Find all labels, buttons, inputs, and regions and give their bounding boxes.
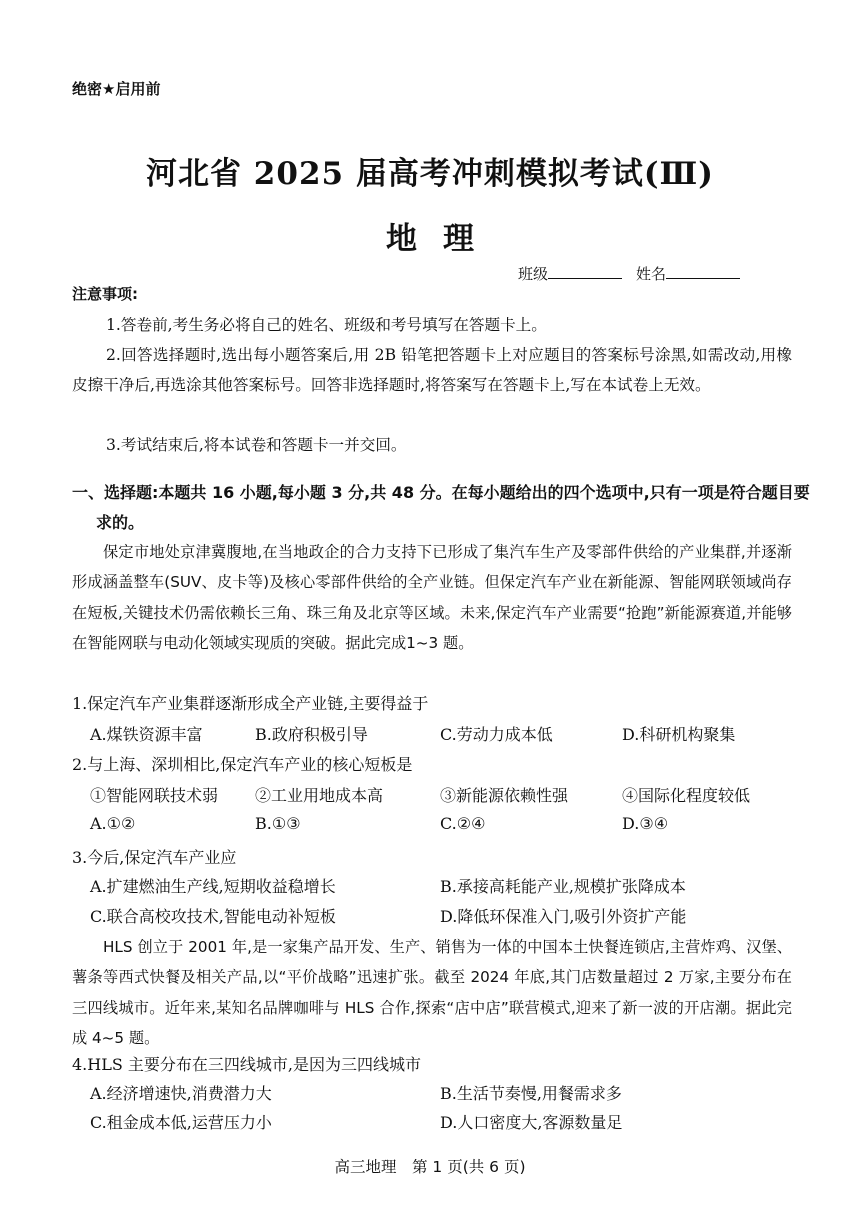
subject-title: 地理	[386, 221, 500, 257]
q4-option-d: D.人口密度大,客源数量足	[440, 1113, 623, 1132]
q2-statement-1: ①智能网联技术弱	[90, 786, 219, 805]
q3-option-a: A.扩建燃油生产线,短期收益稳增长	[90, 877, 336, 896]
q3-option-b: B.承接高耗能产业,规模扩张降成本	[440, 877, 686, 896]
q2-statement-2: ②工业用地成本高	[255, 786, 384, 805]
passage-2: HLS 创立于 2001 年,是一家集产品开发、生产、销售为一体的中国本土快餐连锁店,主营炸鸡、汉堡、薯条等西式快餐及相关产品,以“平价战略”迅速扩张。截至 2024 年底,其门店数量超过 2 万家,主要分布在三四线城市。近年来,某知名品牌咖啡与 HLS 合作,探索“店中店”联营模式,迎来了新一波的开店潮。据此完成 4~5 题。	[72, 938, 792, 1047]
question-1-stem: 1.保定汽车产业集群逐渐形成全产业链,主要得益于	[72, 694, 429, 713]
q1-option-b: B.政府积极引导	[255, 725, 368, 744]
student-info	[518, 263, 740, 284]
q2-option-b: B.①③	[255, 814, 301, 833]
exam-title: 河北省 2025 届高考冲刺模拟考试(Ⅲ)	[146, 156, 714, 192]
class-label: 班级	[518, 265, 549, 283]
q4-option-b: B.生活节奏慢,用餐需求多	[440, 1084, 622, 1103]
question-3-stem: 3.今后,保定汽车产业应	[72, 848, 237, 867]
q1-option-d: D.科研机构聚集	[622, 725, 736, 744]
notice-heading: 注意事项:	[72, 285, 138, 303]
notice-item-3: 3.考试结束后,将本试卷和答题卡一并交回。	[106, 436, 407, 454]
page-footer: 高三地理 第 1 页(共 6 页)	[334, 1158, 526, 1176]
q3-option-c: C.联合高校攻技术,智能电动补短板	[90, 907, 336, 926]
q2-statement-4: ④国际化程度较低	[622, 786, 751, 805]
notice-item-1: 1.答卷前,考生务必将自己的姓名、班级和考号填写在答题卡上。	[106, 316, 547, 334]
q4-option-c: C.租金成本低,运营压力小	[90, 1113, 272, 1132]
name-blank	[666, 264, 740, 279]
q4-option-a: A.经济增速快,消费潜力大	[90, 1084, 272, 1103]
notice-item-2: 2.回答选择题时,选出每小题答案后,用 2B 铅笔把答题卡上对应题目的答案标号涂黑,如需改动,用橡皮擦干净后,再选涂其他答案标号。回答非选择题时,将答案写在答题卡上,写在本试卷上无效。	[72, 346, 792, 395]
secret-mark: 绝密★启用前	[72, 80, 161, 98]
question-4-stem: 4.HLS 主要分布在三四线城市,是因为三四线城市	[72, 1055, 421, 1074]
q2-option-c: C.②④	[440, 814, 486, 833]
class-blank	[548, 264, 622, 279]
q2-option-a: A.①②	[90, 814, 136, 833]
name-label: 姓名	[636, 265, 667, 283]
q3-option-d: D.降低环保准入门,吸引外资扩产能	[440, 907, 687, 926]
q2-option-d: D.③④	[622, 814, 669, 833]
q2-statement-3: ③新能源依赖性强	[440, 786, 569, 805]
question-2-stem: 2.与上海、深圳相比,保定汽车产业的核心短板是	[72, 755, 413, 774]
passage-1: 保定市地处京津冀腹地,在当地政企的合力支持下已形成了集汽车生产及零部件供给的产业集群,并逐渐形成涵盖整车(SUV、皮卡等)及核心零部件供给的全产业链。但保定汽车产业在新能源、智能网联领域尚存在短板,关键技术仍需依赖长三角、珠三角及北京等区域。未来,保定汽车产业需要“抢跑”新能源赛道,并能够在智能网联与电动化领域实现质的突破。据此完成1~3 题。	[72, 543, 792, 652]
q1-option-a: A.煤铁资源丰富	[90, 725, 203, 744]
section-1-heading: 一、选择题:本题共 16 小题,每小题 3 分,共 48 分。在每小题给出的四个选项中,只有一项是符合题目要求的。	[72, 483, 810, 532]
q1-option-c: C.劳动力成本低	[440, 725, 553, 744]
